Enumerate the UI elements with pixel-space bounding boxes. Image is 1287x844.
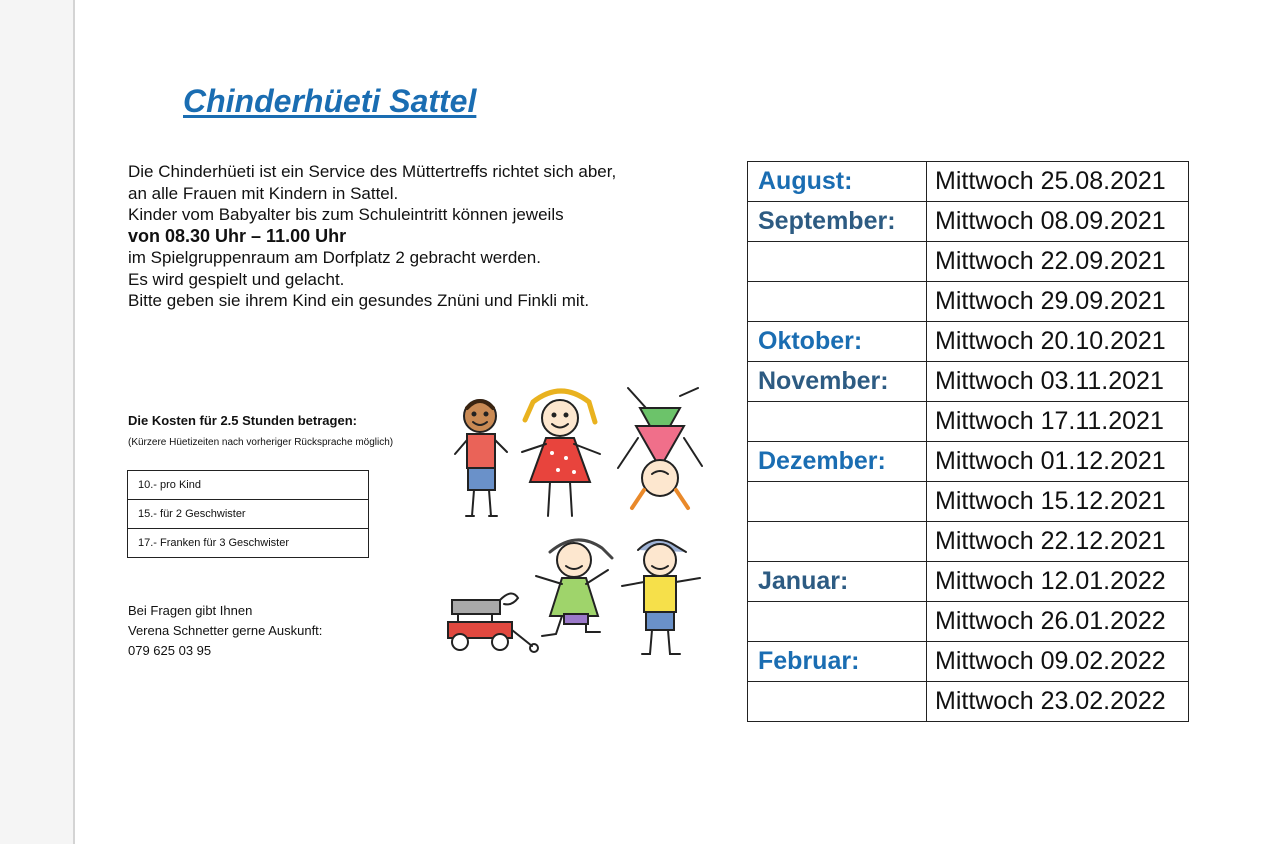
kid-cap-icon — [622, 540, 700, 654]
schedule-month — [748, 522, 927, 562]
schedule-row — [748, 602, 1189, 642]
schedule-row — [748, 642, 1189, 682]
schedule-date: Mittwoch 26.01.2022 — [927, 602, 1189, 642]
costs-note: (Kürzere Hüetizeiten nach vorheriger Rücksprache möglich) — [128, 437, 394, 448]
schedule-date: Mittwoch 12.01.2022 — [927, 562, 1189, 602]
schedule-date: Mittwoch 09.02.2022 — [927, 642, 1189, 682]
schedule-row — [748, 522, 1189, 562]
schedule-month — [748, 682, 927, 722]
intro-line: Bitte geben sie ihrem Kind ein gesundes Znüni und Finkli mit. — [128, 291, 590, 310]
schedule-date: Mittwoch 22.12.2021 — [927, 522, 1189, 562]
schedule-row — [748, 362, 1189, 402]
schedule-month — [748, 482, 927, 522]
schedule-row — [748, 442, 1189, 482]
schedule-row — [748, 322, 1189, 362]
schedule-row — [748, 562, 1189, 602]
schedule-date: Mittwoch 22.09.2021 — [927, 242, 1189, 282]
intro-text — [128, 161, 688, 312]
intro-line: im Spielgruppenraum am Dorfplatz 2 gebracht werden. — [128, 248, 541, 267]
kids-illustration — [440, 378, 710, 663]
schedule-table — [747, 161, 1189, 722]
schedule-month: Januar: — [748, 562, 927, 602]
schedule-date: Mittwoch 03.11.2021 — [927, 362, 1189, 402]
price-cell: 15.- für 2 Geschwister — [128, 500, 369, 529]
schedule-month: Februar: — [748, 642, 927, 682]
contact-line: Verena Schnetter gerne Auskunft: — [128, 623, 323, 638]
price-table — [127, 470, 369, 558]
schedule-month: Dezember: — [748, 442, 927, 482]
price-row — [128, 529, 369, 558]
schedule-row — [748, 282, 1189, 322]
schedule-row — [748, 162, 1189, 202]
schedule-date: Mittwoch 01.12.2021 — [927, 442, 1189, 482]
contact-info — [128, 601, 322, 661]
schedule-month — [748, 242, 927, 282]
schedule-row — [748, 482, 1189, 522]
price-row — [128, 471, 369, 500]
schedule-month — [748, 602, 927, 642]
intro-line: Es wird gespielt und gelacht. — [128, 269, 345, 289]
intro-line: Die Chinderhüeti ist ein Service des Müttertreffs richtet sich aber, — [128, 162, 617, 181]
contact-line: Bei Fragen gibt Ihnen — [128, 603, 253, 618]
schedule-month: September: — [748, 202, 927, 242]
schedule-row — [748, 402, 1189, 442]
kid-boy-icon — [455, 400, 507, 516]
schedule-date: Mittwoch 20.10.2021 — [927, 322, 1189, 362]
schedule-date: Mittwoch 25.08.2021 — [927, 162, 1189, 202]
schedule-date: Mittwoch 15.12.2021 — [927, 482, 1189, 522]
schedule-date: Mittwoch 17.11.2021 — [927, 402, 1189, 442]
kid-handstand-icon — [618, 388, 702, 508]
schedule-month: August: — [748, 162, 927, 202]
price-cell: 17.- Franken für 3 Geschwister — [128, 529, 369, 558]
kid-jumping-icon — [536, 540, 612, 636]
schedule-date: Mittwoch 29.09.2021 — [927, 282, 1189, 322]
costs-heading: Die Kosten für 2.5 Stunden betragen: — [128, 413, 357, 428]
schedule-month — [748, 282, 927, 322]
page-margin — [0, 0, 75, 844]
dog-wagon-icon — [448, 593, 538, 652]
schedule-month — [748, 402, 927, 442]
page-title: Chinderhüeti Sattel — [183, 83, 477, 119]
schedule-date: Mittwoch 23.02.2022 — [927, 682, 1189, 722]
price-row — [128, 500, 369, 529]
schedule-month: November: — [748, 362, 927, 402]
schedule-row — [748, 682, 1189, 722]
contact-phone: 079 625 03 95 — [128, 643, 212, 658]
intro-line: an alle Frauen mit Kindern in Sattel. — [128, 183, 399, 203]
schedule-row — [748, 242, 1189, 282]
schedule-row — [748, 202, 1189, 242]
intro-time: von 08.30 Uhr – 11.00 Uhr — [128, 225, 347, 246]
schedule-month: Oktober: — [748, 322, 927, 362]
price-cell: 10.- pro Kind — [128, 471, 369, 500]
schedule-date: Mittwoch 08.09.2021 — [927, 202, 1189, 242]
kid-girl-icon — [522, 391, 600, 516]
intro-line: Kinder vom Babyalter bis zum Schuleintritt können jeweils — [128, 205, 564, 224]
